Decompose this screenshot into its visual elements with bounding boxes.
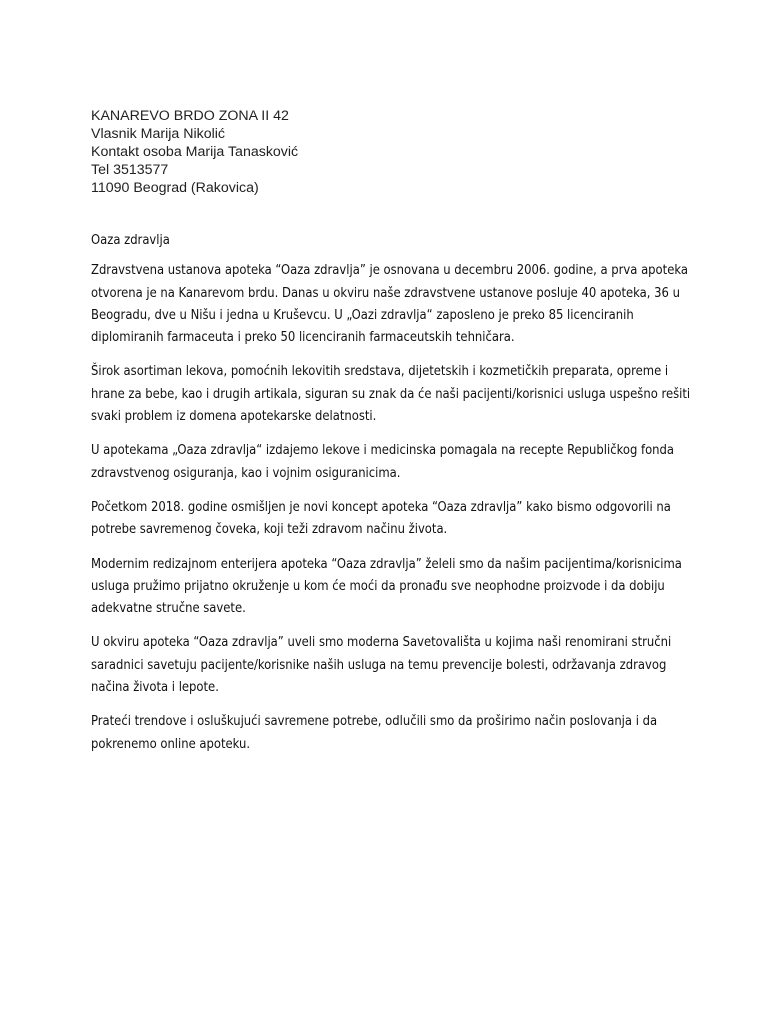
document-title: Oaza zdravlja bbox=[91, 233, 170, 248]
paragraph bbox=[91, 711, 691, 756]
paragraph-line: Modernim redizajnom enterijera apoteka “Oaza zdravlja” želeli smo da našim pacijentima/korisnicima bbox=[91, 556, 682, 572]
paragraph-line: potrebe savremenog čoveka, koji teži zdravom načinu života. bbox=[91, 522, 448, 538]
phone-line: Tel 3513577 bbox=[91, 162, 169, 178]
paragraph-line: diplomiranih farmaceuta i preko 50 licenciranih farmaceutskih tehničara. bbox=[91, 330, 515, 346]
paragraph bbox=[91, 497, 691, 542]
address-block bbox=[91, 107, 691, 197]
paragraph-line: U apotekama „Oaza zdravlja“ izdajemo lekove i medicinska pomagala na recepte Republičkog fonda bbox=[91, 443, 674, 459]
paragraph-line: Beogradu, dve u Nišu i jedna u Kruševcu. U „Oazi zdravlja“ zaposleno je preko 85 licenciranih bbox=[91, 307, 634, 323]
paragraph-line: Prateći trendove i osluškujući savremene potrebe, odlučili smo da proširimo način poslovanja i da bbox=[91, 714, 658, 730]
paragraph-line: usluga pružimo prijatno okruženje u kom će moći da pronađu sve neophodne proizvode i da dobiju bbox=[91, 578, 665, 594]
document-body bbox=[91, 230, 691, 768]
paragraph bbox=[91, 554, 691, 621]
paragraph-line: načina života i lepote. bbox=[91, 680, 219, 696]
paragraph-line: pokrenemo online apoteku. bbox=[91, 736, 251, 752]
contact-line: Kontakt osoba Marija Tanasković bbox=[91, 144, 299, 160]
city-line: 11090 Beograd (Rakovica) bbox=[91, 180, 259, 196]
paragraph-line: Zdravstvena ustanova apoteka “Oaza zdravlja” je osnovana u decembru 2006. godine, a prva apoteka bbox=[91, 263, 688, 279]
address-line: KANAREVO BRDO ZONA II 42 bbox=[91, 108, 289, 124]
owner-line: Vlasnik Marija Nikolić bbox=[91, 126, 226, 142]
paragraph-line: otvorena je na Kanarevom brdu. Danas u okviru naše zdravstvene ustanove posluje 40 apoteka, 36 u bbox=[91, 285, 680, 301]
paragraph bbox=[91, 632, 691, 699]
paragraph bbox=[91, 440, 691, 485]
paragraph-line: Širok asortiman lekova, pomoćnih lekovitih sredstava, dijetetskih i kozmetičkih preparata, opreme i bbox=[91, 364, 669, 380]
paragraph bbox=[91, 260, 691, 349]
paragraph-line: U okviru apoteka “Oaza zdravlja” uveli smo moderna Savetovališta u kojima naši renomirani stručni bbox=[91, 635, 672, 651]
paragraph bbox=[91, 361, 691, 428]
paragraph-line: saradnici savetuju pacijente/korisnike naših usluga na temu prevencije bolesti, održavanja zdravog bbox=[91, 657, 667, 673]
paragraph-line: Početkom 2018. godine osmišljen je novi koncept apoteka “Oaza zdravlja” kako bismo odgovorili na bbox=[91, 499, 671, 515]
paragraph-line: svaki problem iz domena apotekarske delatnosti. bbox=[91, 409, 377, 425]
paragraph-line: adekvatne stručne savete. bbox=[91, 601, 246, 617]
paragraph-line: zdravstvenog osiguranja, kao i vojnim osiguranicima. bbox=[91, 465, 401, 481]
paragraph-line: hrane za bebe, kao i drugih artikala, siguran su znak da će naši pacijenti/korisnici usluga uspešno rešiti bbox=[91, 386, 691, 402]
